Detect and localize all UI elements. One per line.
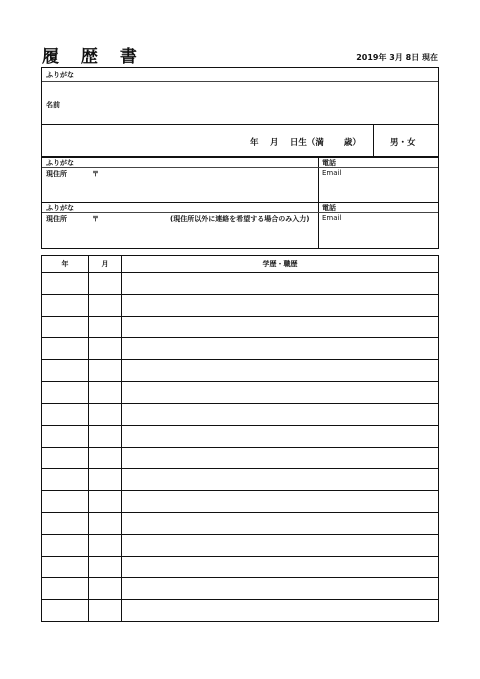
table-row	[42, 468, 438, 469]
address-box	[41, 157, 439, 249]
email-label: Email	[322, 169, 342, 177]
history-table	[41, 255, 439, 622]
column-header-year: 年	[61, 260, 69, 268]
table-row	[42, 316, 438, 317]
phone-label: 電話	[322, 159, 336, 167]
furigana-label: ふりがな	[46, 204, 74, 212]
column-header-detail: 学歴・職歴	[262, 260, 298, 268]
table-row	[42, 381, 438, 382]
postal-mark: 〒	[92, 170, 99, 178]
furigana-label: ふりがな	[46, 71, 74, 79]
table-row	[42, 425, 438, 426]
table-row	[42, 490, 438, 491]
table-row	[42, 337, 438, 338]
table-row	[42, 556, 438, 557]
table-row	[42, 294, 438, 295]
table-row	[42, 599, 438, 600]
table-row	[42, 534, 438, 535]
table-row	[42, 577, 438, 578]
column-divider	[121, 256, 122, 621]
divider	[42, 167, 438, 168]
birthdate-text: 年 月 日生（満 歳）	[250, 138, 361, 148]
date-text: 2019年 3月 8日 現在	[356, 53, 438, 62]
divider	[42, 212, 438, 213]
table-row	[42, 403, 438, 404]
address-label: 現住所	[46, 215, 67, 223]
table-row	[42, 359, 438, 360]
email-label: Email	[322, 214, 342, 222]
postal-mark: 〒	[92, 215, 99, 223]
name-label: 名前	[46, 101, 60, 109]
table-row	[42, 272, 438, 273]
divider	[42, 81, 438, 82]
divider	[373, 124, 374, 156]
divider	[42, 202, 438, 203]
gender-text: 男・女	[390, 138, 416, 148]
phone-label: 電話	[322, 204, 336, 212]
page-title: 履 歴 書	[42, 47, 145, 67]
contact-note: (現住所以外に連絡を希望する場合のみ入力)	[170, 215, 310, 223]
furigana-label: ふりがな	[46, 159, 74, 167]
address-label: 現住所	[46, 170, 67, 178]
divider	[42, 124, 438, 125]
table-row	[42, 512, 438, 513]
column-divider	[88, 256, 89, 621]
column-header-month: 月	[101, 260, 109, 268]
table-row	[42, 447, 438, 448]
